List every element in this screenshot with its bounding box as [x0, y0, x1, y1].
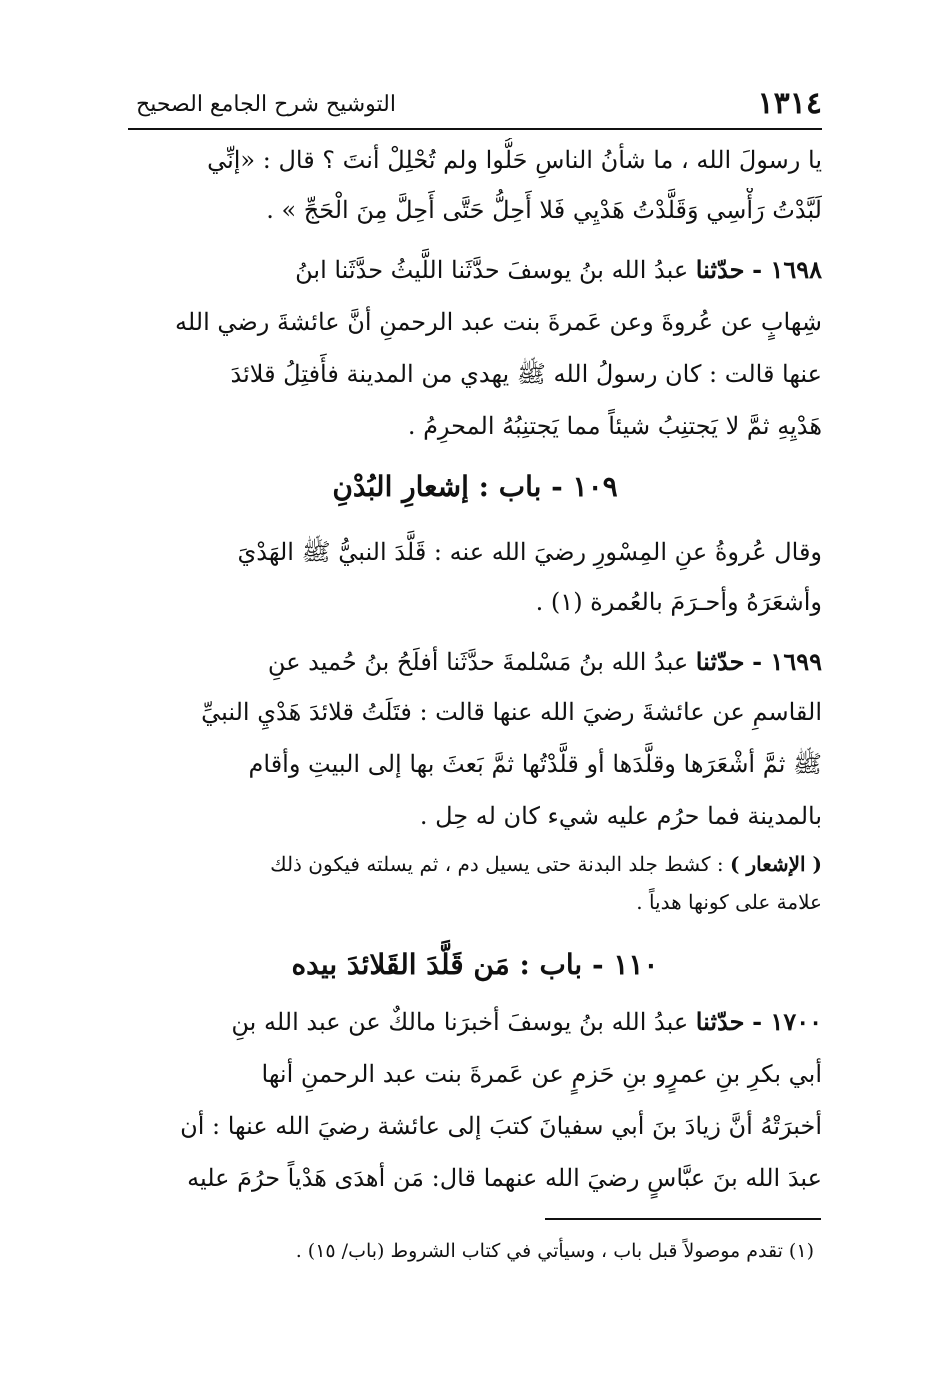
running-title: التوشيح شرح الجامع الصحيح	[136, 92, 396, 117]
text-line: وقال عُروةُ عنِ المِسْورِ رضيَ الله عنه : قَلَّدَ النبيُّ ﷺ الهَدْيَ	[237, 538, 822, 566]
text-line: لَبَّدْتُ رَأْسِي وَقَلَّدْتُ هَدْيِي فَلا أَحِلُّ حَتَّى أَحِلَّ مِنَ الْحَجِّ » .	[266, 196, 822, 224]
note-text: : كشط جلد البدنة حتى يسيل دم ، ثم يسلته فيكون ذلك	[270, 852, 724, 876]
page-number: ١٣١٤	[757, 86, 822, 121]
footnote-divider	[545, 1218, 821, 1220]
haddathana-word: حدّثنا	[695, 255, 745, 284]
haddathana-word: حدّثنا	[695, 1007, 745, 1036]
text-line: هَدْيِهِ ثمَّ لا يَجتنِبُ شيئاً مما يَجتنِبُهُ المحرِمُ .	[407, 412, 822, 440]
haddathana-word: حدّثنا	[695, 647, 745, 676]
note-line-2: علامة على كونها هدياً .	[636, 890, 822, 914]
hadith-number: ١٦٩٩ -	[752, 647, 822, 676]
note-term: ( الإشعار )	[730, 852, 822, 876]
hadith-text: عبدُ الله بنُ مَسْلمةَ حدَّثَنا أفلَحُ بنُ حُميد عنِ	[267, 648, 689, 676]
page-header	[128, 84, 822, 130]
text-line: عنها قالت : كان رسولُ الله ﷺ يهدي من المدينة فأَفتِلُ قلائدَ	[230, 360, 822, 388]
note-line-1	[128, 846, 822, 882]
hadith-text: عبدُ الله بنُ يوسفَ حدَّثَنا اللَّيثُ حدَّثَنا ابنُ	[295, 256, 689, 284]
hadith-number: ١٦٩٨ -	[752, 255, 822, 284]
text-line: القاسمِ عن عائشةَ رضيَ الله عنها قالت : فتَلَتُ قلائدَ هَدْيِ النبيِّ	[201, 698, 822, 726]
text-line: أخبرَتْهُ أنَّ زيادَ بنَ أبي سفيانَ كتبَ إلى عائشة رضيَ الله عنها : أن	[180, 1112, 822, 1140]
chapter-heading-110: ١١٠ - باب : مَن قَلَّدَ القَلائدَ بيده	[291, 948, 659, 981]
hadith-text: عبدُ الله بنُ يوسفَ أخبرَنا مالكٌ عن عبد الله بنِ	[231, 1008, 689, 1036]
chapter-heading-109: ١٠٩ - باب : إشعارِ البُدْنِ	[332, 470, 618, 503]
text-line: بالمدينة فما حرُم عليه شيء كان له حِل .	[419, 802, 822, 830]
hadith-1699-line-1	[128, 640, 822, 684]
hadith-number: ١٧٠٠ -	[752, 1007, 822, 1036]
text-line: أبي بكرِ بنِ عمرٍو بنِ حَزمٍ عن عَمرةَ بنت عبد الرحمنِ أنها	[261, 1060, 822, 1088]
text-line: عبدَ الله بنَ عبَّاسٍ رضيَ الله عنهما قال: مَن أهدَى هَدْياً حرُمَ عليه	[187, 1164, 822, 1192]
text-line: شِهابٍ عن عُروةَ وعن عَمرةَ بنت عبد الرحمنِ أنَّ عائشةَ رضي الله	[174, 308, 822, 336]
text-line: يا رسولَ الله ، ما شأنُ الناسِ حَلُّوا ولم تُحْلِلْ أنتَ ؟ قال : «إنِّي	[207, 146, 822, 174]
text-line: ﷺ ثمَّ أشْعَرَها وقلَّدَها أو قلَّدْتُها ثمَّ بَعثَ بها إلى البيتِ وأقام	[248, 750, 822, 778]
hadith-1700-line-1	[128, 1000, 822, 1044]
footnote: (١) تقدم موصولاً قبل باب ، وسيأتي في كتاب الشروط (باب/ ١٥) .	[295, 1240, 814, 1262]
text-line: وأشعَرَهُ وأحـرَمَ بالعُمرة (١) .	[535, 588, 822, 616]
hadith-1698-line-1	[128, 248, 822, 292]
